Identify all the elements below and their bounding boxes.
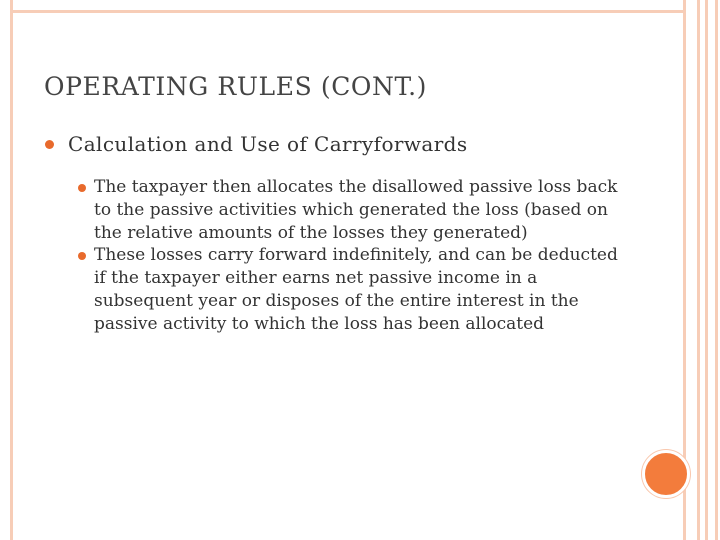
- decorative-circle: [642, 450, 690, 498]
- sub-bullet-list: [44, 176, 624, 336]
- slide-title: OPERATING RULES (CONT.): [44, 72, 427, 101]
- sub-list-item: [78, 244, 624, 335]
- bullet-dot-icon: [45, 140, 54, 149]
- side-stripe: [715, 0, 718, 540]
- bullet-dot-icon: [78, 184, 86, 192]
- side-stripe: [697, 0, 700, 540]
- bullet-list: [44, 132, 624, 336]
- sub-bullet-text: These losses carry forward indefinitely, and can be deducted if the taxpayer either earns net passive income in a subsequent year or disposes of the entire interest in the passive activity to which the loss has been allocated: [94, 245, 618, 334]
- list-item: [44, 132, 624, 156]
- sub-bullet-text: The taxpayer then allocates the disallowed passive loss back to the passive activities which generated the loss (based on the relative amounts of the losses they generated): [94, 177, 618, 243]
- frame-left-border: [10, 0, 13, 540]
- bullet-text: Calculation and Use of Carryforwards: [68, 132, 468, 156]
- side-stripe: [705, 0, 708, 540]
- sub-list-item: [78, 176, 624, 244]
- frame-top-border: [10, 10, 686, 13]
- bullet-dot-icon: [78, 252, 86, 260]
